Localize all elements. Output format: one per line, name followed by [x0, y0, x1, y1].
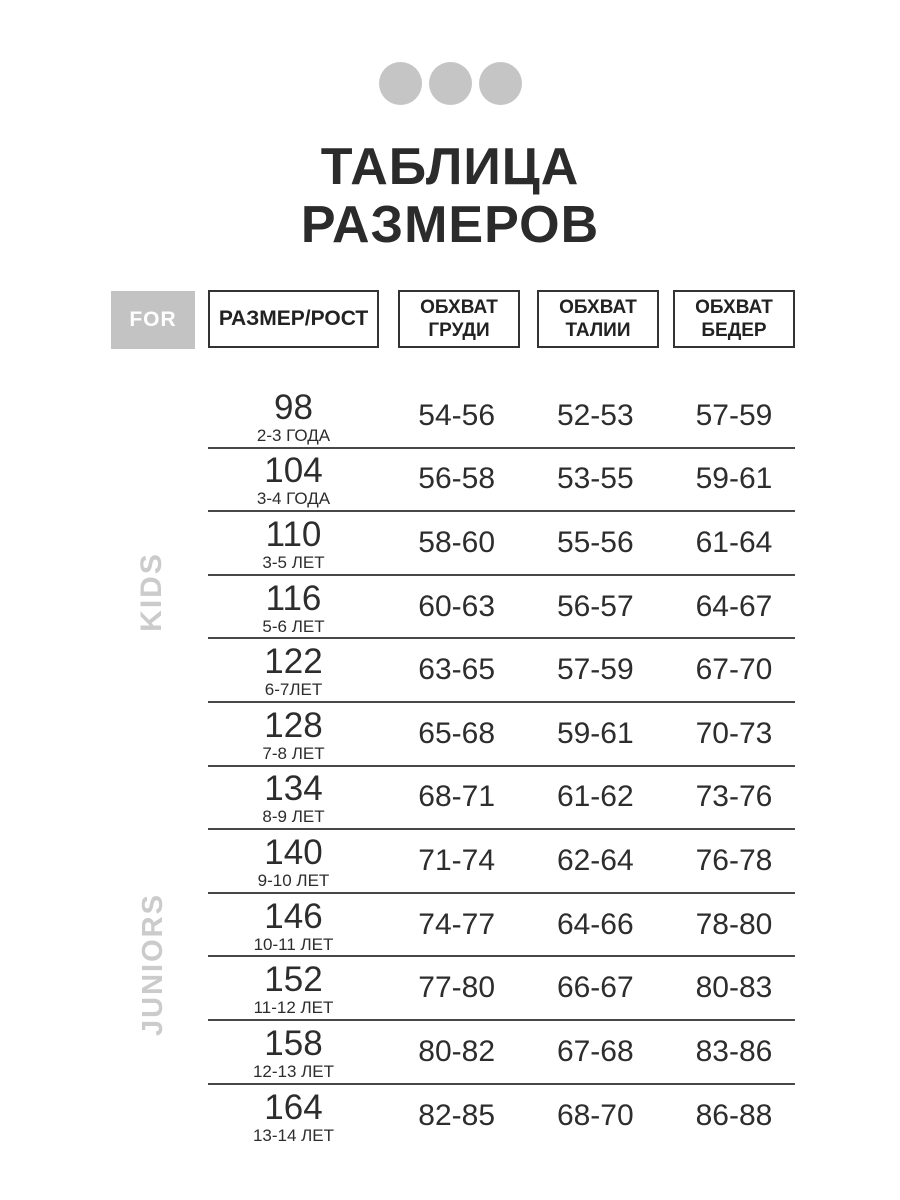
table-row: [208, 703, 795, 767]
size-cell: [208, 959, 379, 1017]
table-row: [208, 1085, 795, 1149]
title-line-2: РАЗМЕРОВ: [300, 196, 600, 254]
size-cell: [208, 450, 379, 508]
hips-value: 64-67: [695, 589, 773, 623]
table-row: [208, 576, 795, 640]
age-range: 2-3 ГОДА: [256, 425, 331, 445]
size-value: 146: [264, 896, 323, 936]
age-range: 9-10 ЛЕТ: [257, 870, 330, 890]
hips-value: 59-61: [695, 462, 773, 496]
dot-icon: [429, 62, 472, 105]
age-range: 3-4 ГОДА: [256, 489, 331, 509]
table-row: [208, 1021, 795, 1085]
column-header-hips-label: ОБХВАТ БЕДЕР: [695, 296, 773, 341]
size-value: 158: [264, 1023, 323, 1063]
chest-value: 71-74: [418, 843, 496, 877]
waist-value: 55-56: [556, 525, 634, 559]
hips-value: 76-78: [695, 843, 773, 877]
size-value: 140: [264, 832, 323, 872]
waist-value: 64-66: [556, 907, 634, 941]
table-row: [208, 894, 795, 958]
column-header-waist-label: ОБХВАТ ТАЛИИ: [559, 296, 637, 341]
age-range: 11-12 ЛЕТ: [253, 998, 334, 1018]
size-value: 110: [265, 514, 322, 554]
page-title: [0, 138, 900, 254]
group-label-kids: KIDS: [135, 552, 168, 632]
column-header-chest: [398, 290, 520, 348]
table-row: [208, 957, 795, 1021]
chest-value: 65-68: [418, 716, 496, 750]
column-header-hips: [673, 290, 795, 348]
size-value: 104: [264, 451, 323, 491]
waist-value: 67-68: [556, 1034, 634, 1068]
size-value: 98: [274, 387, 313, 427]
size-value: 122: [264, 642, 323, 682]
size-cell: [208, 896, 379, 954]
waist-value: 66-67: [556, 971, 634, 1005]
age-range: 6-7ЛЕТ: [264, 680, 323, 700]
hips-value: 70-73: [695, 716, 773, 750]
waist-value: 56-57: [556, 589, 634, 623]
hips-value: 73-76: [695, 780, 773, 814]
chest-value: 56-58: [418, 462, 496, 496]
waist-value: 53-55: [556, 462, 634, 496]
chest-value: 77-80: [418, 971, 496, 1005]
dot-icon: [379, 62, 422, 105]
group-label-juniors: JUNIORS: [137, 893, 169, 1036]
size-cell: [208, 578, 379, 636]
hips-value: 80-83: [695, 971, 773, 1005]
chest-value: 54-56: [418, 398, 496, 432]
age-range: 7-8 ЛЕТ: [262, 743, 325, 763]
size-value: 164: [264, 1088, 323, 1128]
waist-value: 62-64: [556, 843, 634, 877]
table-row: [208, 449, 795, 513]
age-range: 12-13 ЛЕТ: [252, 1061, 335, 1081]
waist-value: 52-53: [556, 398, 634, 432]
table-row: [208, 512, 795, 576]
waist-value: 61-62: [556, 780, 634, 814]
size-cell: [208, 641, 379, 699]
hips-value: 67-70: [695, 653, 773, 687]
title-line-1: ТАБЛИЦА: [320, 138, 580, 196]
chest-value: 63-65: [418, 653, 496, 687]
size-value: 128: [264, 705, 323, 745]
column-header-size: [208, 290, 379, 348]
hips-value: 78-80: [695, 907, 773, 941]
table-body: [208, 385, 795, 1148]
table-row: [208, 639, 795, 703]
size-value: 134: [264, 769, 323, 809]
size-cell: [208, 387, 379, 445]
decor-dots: [0, 62, 900, 105]
for-badge: FOR: [111, 291, 195, 349]
column-header-chest-label: ОБХВАТ ГРУДИ: [420, 296, 498, 341]
chest-value: 68-71: [418, 780, 496, 814]
table-row: [208, 767, 795, 831]
size-cell: [208, 705, 379, 763]
chest-value: 58-60: [418, 525, 496, 559]
table-row: [208, 830, 795, 894]
size-cell: [208, 1023, 379, 1081]
age-range: 13-14 ЛЕТ: [252, 1126, 335, 1146]
age-range: 3-5 ЛЕТ: [262, 552, 325, 572]
chest-value: 60-63: [418, 589, 496, 623]
hips-value: 86-88: [695, 1099, 773, 1133]
column-header-size-label: РАЗМЕР/РОСТ: [218, 307, 369, 331]
waist-value: 68-70: [556, 1099, 634, 1133]
chest-value: 74-77: [418, 907, 496, 941]
column-header-waist: [537, 290, 659, 348]
size-cell: [208, 1087, 379, 1145]
age-range: 5-6 ЛЕТ: [262, 616, 325, 636]
size-cell: [208, 832, 379, 890]
size-cell: [208, 768, 379, 826]
table-row: [208, 385, 795, 449]
age-range: 8-9 ЛЕТ: [262, 807, 325, 827]
waist-value: 59-61: [556, 716, 634, 750]
hips-value: 61-64: [695, 525, 773, 559]
waist-value: 57-59: [556, 653, 634, 687]
size-cell: [208, 514, 379, 572]
hips-value: 57-59: [695, 398, 773, 432]
chest-value: 80-82: [418, 1034, 496, 1068]
size-value: 116: [265, 578, 322, 618]
age-range: 10-11 ЛЕТ: [253, 934, 334, 954]
size-value: 152: [264, 960, 323, 1000]
dot-icon: [479, 62, 522, 105]
hips-value: 83-86: [695, 1034, 773, 1068]
chest-value: 82-85: [418, 1099, 496, 1133]
